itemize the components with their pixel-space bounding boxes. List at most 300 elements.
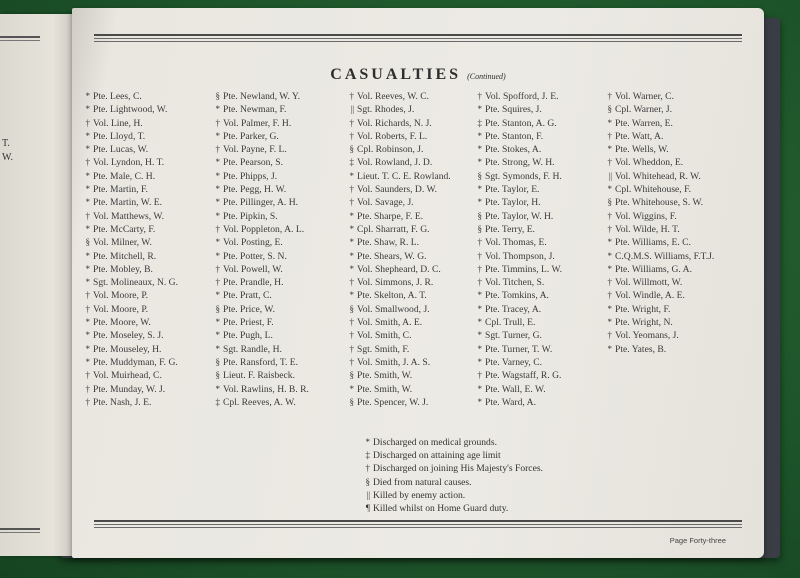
- status-symbol: §: [215, 370, 220, 381]
- status-symbol: *: [477, 317, 482, 328]
- casualty-name: Pte. Taylor, W. H.: [485, 210, 554, 222]
- casualty-entry: [342, 343, 451, 356]
- status-symbol: *: [477, 303, 482, 314]
- casualty-entry: [342, 276, 451, 289]
- casualty-entry: [208, 143, 309, 156]
- top-rule: [94, 34, 742, 42]
- casualty-entry: [600, 303, 714, 316]
- page-title: CASUALTIES: [330, 66, 462, 83]
- casualty-name: Pte. Phipps, J.: [223, 170, 278, 182]
- legend-symbol: ||: [366, 489, 370, 500]
- right-page: [72, 8, 764, 558]
- status-symbol: *: [215, 290, 220, 301]
- casualty-entry: [208, 130, 309, 143]
- casualty-entry: [342, 103, 451, 116]
- status-symbol: *: [215, 343, 220, 354]
- status-symbol: *: [477, 157, 482, 168]
- status-symbol: *: [85, 144, 90, 155]
- casualty-name: Sgt. Symonds, F. H.: [485, 170, 562, 182]
- casualty-entry: [208, 183, 309, 196]
- casualty-entry: [78, 183, 178, 196]
- casualty-entry: [208, 383, 309, 396]
- status-symbol: *: [477, 197, 482, 208]
- status-symbol: †: [85, 370, 90, 381]
- casualty-entry: [208, 103, 309, 116]
- casualty-name: Pte. Potter, S. N.: [223, 250, 287, 262]
- casualty-name: Pte. Martin, F.: [93, 184, 148, 196]
- status-symbol: †: [607, 290, 612, 301]
- casualty-name: Pte. Shaw, R. L.: [357, 237, 420, 249]
- casualty-name: Vol. Muirhead, C.: [93, 370, 162, 382]
- casualty-name: Vol. Spofford, J. E.: [485, 91, 559, 102]
- status-symbol: *: [477, 104, 482, 115]
- status-symbol: §: [349, 303, 354, 314]
- casualty-entry: [342, 223, 451, 236]
- casualty-entry: [600, 90, 714, 103]
- casualty-entry: [600, 223, 714, 236]
- status-symbol: †: [477, 370, 482, 381]
- casualty-name: Pte. Sharpe, F. E.: [357, 210, 424, 222]
- casualty-name: Pte. Shears, W. G.: [357, 250, 427, 262]
- status-symbol: §: [349, 396, 354, 407]
- casualty-name: Pte. McCarty, F.: [93, 223, 156, 235]
- casualty-name: Vol. Moore, P.: [93, 290, 148, 302]
- status-symbol: †: [607, 210, 612, 221]
- casualty-entry: [78, 196, 178, 209]
- casualty-entry: [600, 316, 714, 329]
- casualty-entry: [342, 396, 451, 409]
- casualty-column-5: [600, 90, 714, 356]
- casualty-name: Pte. Wells, W.: [615, 144, 669, 156]
- status-symbol: †: [215, 223, 220, 234]
- status-symbol: †: [85, 303, 90, 314]
- legend-symbol: ‡: [365, 450, 370, 461]
- status-symbol: *: [215, 383, 220, 394]
- casualty-entry: [208, 117, 309, 130]
- casualty-entry: [600, 289, 714, 302]
- casualty-entry: [78, 289, 178, 302]
- casualty-name: Pte. Wagstaff, R. G.: [485, 370, 562, 382]
- casualty-name: Pte. Squires, J.: [485, 104, 542, 116]
- casualty-entry: [600, 343, 714, 356]
- casualty-name: Pte. Pipkin, S.: [223, 210, 278, 222]
- continued-label: (Continued): [467, 72, 506, 81]
- legend-text: Discharged on attaining age limit: [373, 450, 501, 462]
- left-page-edge: [0, 14, 76, 556]
- casualty-name: Pte. Terry, E.: [485, 223, 535, 235]
- casualty-entry: [208, 90, 309, 103]
- casualty-name: Sgt. Randle, H.: [223, 343, 282, 355]
- casualty-name: Lieut. F. Raisbeck.: [223, 370, 295, 382]
- casualty-entry: [208, 356, 309, 369]
- casualty-name: Vol. Whitehead, R. W.: [615, 170, 701, 182]
- casualty-entry: [78, 263, 178, 276]
- status-symbol: *: [215, 170, 220, 181]
- casualty-entry: [342, 316, 451, 329]
- status-symbol: †: [477, 237, 482, 248]
- casualty-name: Sgt. Smith, F.: [357, 343, 410, 355]
- casualty-name: Cpl. Robinson, J.: [357, 144, 424, 156]
- casualty-name: Pte. Tomkins, A.: [485, 290, 549, 302]
- casualty-name: Vol. Roberts, F. L.: [357, 130, 428, 142]
- casualty-name: Pte. Wall, E. W.: [485, 383, 546, 395]
- casualty-entry: [342, 356, 451, 369]
- status-symbol: †: [85, 290, 90, 301]
- casualty-name: Pte. Taylor, E.: [485, 184, 540, 196]
- casualty-entry: [208, 210, 309, 223]
- symbol-legend: [360, 436, 543, 515]
- casualty-entry: [208, 263, 309, 276]
- casualty-name: Cpl. Warner, J.: [615, 104, 673, 116]
- casualty-entry: [342, 236, 451, 249]
- casualty-entry: [342, 289, 451, 302]
- casualty-entry: [78, 276, 178, 289]
- casualty-entry: [470, 276, 562, 289]
- left-page-rule: [0, 528, 40, 530]
- status-symbol: †: [349, 356, 354, 367]
- legend-symbol: ¶: [365, 503, 370, 514]
- legend-text: Killed by enemy action.: [373, 489, 466, 501]
- casualty-entry: [600, 263, 714, 276]
- status-symbol: †: [349, 130, 354, 141]
- status-symbol: *: [607, 263, 612, 274]
- status-symbol: †: [477, 263, 482, 274]
- status-symbol: *: [85, 130, 90, 141]
- casualty-entry: [208, 196, 309, 209]
- casualty-name: Pte. Stokes, A.: [485, 144, 542, 156]
- casualty-entry: [600, 170, 714, 183]
- status-symbol: †: [477, 277, 482, 288]
- casualty-name: Pte. Muddyman, F. G.: [93, 356, 178, 368]
- casualty-entry: [470, 130, 562, 143]
- casualty-entry: [470, 210, 562, 223]
- casualty-name: Vol. Savage, J.: [357, 197, 414, 209]
- left-page-fragment: T.: [2, 138, 10, 149]
- casualty-entry: [78, 250, 178, 263]
- casualty-name: Pte. Moseley, S. J.: [93, 330, 164, 342]
- casualty-entry: [342, 263, 451, 276]
- casualty-entry: [78, 156, 178, 169]
- casualty-name: Pte. Mobley, B.: [93, 263, 153, 275]
- casualty-name: Vol. Smith, J. A. S.: [357, 356, 431, 368]
- casualty-name: Pte. Smith, W.: [357, 370, 413, 382]
- casualty-name: Pte. Moore, W.: [93, 317, 151, 329]
- casualty-name: Vol. Wheddon, E.: [615, 157, 684, 169]
- status-symbol: *: [85, 356, 90, 367]
- casualty-name: Vol. Posting, E.: [223, 237, 283, 249]
- status-symbol: *: [215, 130, 220, 141]
- casualty-entry: [208, 276, 309, 289]
- casualty-entry: [470, 90, 562, 103]
- casualty-name: Vol. Matthews, W.: [93, 210, 164, 222]
- status-symbol: §: [477, 170, 482, 181]
- casualty-name: Vol. Line, H.: [93, 117, 143, 129]
- casualty-name: Pte. Parker, G.: [223, 130, 279, 142]
- casualty-entry: [470, 356, 562, 369]
- status-symbol: *: [215, 197, 220, 208]
- status-symbol: §: [477, 210, 482, 221]
- casualty-entry: [470, 183, 562, 196]
- casualty-name: Vol. Smith, C.: [357, 330, 412, 342]
- casualty-entry: [470, 103, 562, 116]
- casualty-name: Pte. Pearson, S.: [223, 157, 283, 169]
- status-symbol: †: [85, 117, 90, 128]
- casualty-name: Pte. Mouseley, H.: [93, 343, 162, 355]
- casualty-entry: [78, 103, 178, 116]
- casualty-name: Vol. Moore, P.: [93, 303, 148, 315]
- page-number: Page Forty-three: [669, 536, 726, 545]
- status-symbol: *: [477, 383, 482, 394]
- casualty-name: Pte. Wright, N.: [615, 317, 673, 329]
- casualty-name: Vol. Smith, A. E.: [357, 317, 423, 329]
- casualty-entry: [342, 383, 451, 396]
- status-symbol: *: [215, 104, 220, 115]
- casualty-name: Vol. Reeves, W. C.: [357, 91, 430, 102]
- casualty-name: Pte. Lloyd, T.: [93, 130, 146, 142]
- status-symbol: §: [607, 197, 612, 208]
- casualty-entry: [600, 183, 714, 196]
- casualty-entry: [470, 303, 562, 316]
- casualty-entry: [600, 210, 714, 223]
- page-header: [72, 66, 764, 84]
- casualty-name: Vol. Wiggins, F.: [615, 210, 677, 222]
- casualty-entry: [600, 276, 714, 289]
- status-symbol: †: [349, 343, 354, 354]
- casualty-name: Vol. Titchen, S.: [485, 277, 545, 289]
- casualty-name: Pte. Watt, A.: [615, 130, 664, 142]
- status-symbol: *: [477, 290, 482, 301]
- casualty-name: Vol. Saunders, D. W.: [357, 184, 438, 196]
- status-symbol: ‡: [477, 117, 482, 128]
- status-symbol: *: [607, 317, 612, 328]
- casualty-name: Vol. Warner, C.: [615, 91, 674, 102]
- status-symbol: *: [85, 223, 90, 234]
- casualty-entry: [78, 90, 178, 103]
- status-symbol: *: [607, 184, 612, 195]
- status-symbol: §: [349, 144, 354, 155]
- status-symbol: *: [215, 157, 220, 168]
- casualty-name: Pte. Ward, A.: [485, 396, 537, 408]
- status-symbol: †: [85, 210, 90, 221]
- status-symbol: *: [85, 197, 90, 208]
- status-symbol: †: [215, 117, 220, 128]
- legend-text: Discharged on medical grounds.: [373, 437, 497, 448]
- casualty-name: Vol. Thompson, J.: [485, 250, 555, 262]
- status-symbol: †: [349, 184, 354, 195]
- casualty-name: Cpl. Trull, E.: [485, 317, 536, 329]
- status-symbol: *: [349, 290, 354, 301]
- casualty-entry: [600, 156, 714, 169]
- casualty-entry: [78, 383, 178, 396]
- casualty-entry: [78, 343, 178, 356]
- casualty-name: Cpl. Whitehouse, F.: [615, 184, 692, 196]
- casualty-entry: [600, 103, 714, 116]
- casualty-entry: [600, 130, 714, 143]
- casualty-name: Vol. Simmons, J. R.: [357, 277, 434, 289]
- casualty-entry: [208, 316, 309, 329]
- casualty-entry: [78, 117, 178, 130]
- status-symbol: †: [607, 91, 612, 101]
- legend-symbol: †: [365, 463, 370, 474]
- status-symbol: *: [215, 330, 220, 341]
- casualty-entry: [600, 250, 714, 263]
- status-symbol: §: [477, 223, 482, 234]
- legend-text: Died from natural causes.: [373, 476, 472, 488]
- casualty-name: Vol. Thomas, E.: [485, 237, 547, 249]
- status-symbol: †: [607, 223, 612, 234]
- casualty-name: C.Q.M.S. Williams, F.T.J.: [615, 250, 715, 262]
- casualty-entry: [208, 223, 309, 236]
- casualty-entry: [342, 117, 451, 130]
- casualty-entry: [342, 250, 451, 263]
- casualty-entry: [208, 236, 309, 249]
- casualty-entry: [208, 343, 309, 356]
- casualty-name: Pte. Turner, T. W.: [485, 343, 553, 355]
- status-symbol: *: [215, 317, 220, 328]
- casualty-name: Vol. Willmott, W.: [615, 277, 683, 289]
- casualty-name: Vol. Payne, F. L.: [223, 144, 287, 156]
- status-symbol: *: [85, 343, 90, 354]
- casualty-entry: [470, 156, 562, 169]
- casualty-name: Pte. Pugh, L.: [223, 330, 273, 342]
- status-symbol: †: [215, 263, 220, 274]
- casualty-name: Pte. Lees, C.: [93, 91, 142, 102]
- casualty-entry: [470, 369, 562, 382]
- status-symbol: *: [477, 144, 482, 155]
- casualty-entry: [600, 329, 714, 342]
- casualty-entry: [600, 196, 714, 209]
- left-page-rule: [0, 532, 40, 533]
- casualty-entry: [208, 170, 309, 183]
- status-symbol: †: [349, 197, 354, 208]
- casualty-name: Pte. Skelton, A. T.: [357, 290, 427, 302]
- casualty-name: Vol. Wilde, H. T.: [615, 223, 680, 235]
- casualty-entry: [208, 250, 309, 263]
- casualty-entry: [470, 196, 562, 209]
- casualty-entry: [342, 210, 451, 223]
- status-symbol: *: [215, 250, 220, 261]
- left-page-rule: [0, 36, 40, 38]
- casualty-entry: [470, 329, 562, 342]
- casualty-entry: [208, 396, 309, 409]
- casualty-name: Vol. Lyndon, H. T.: [93, 157, 165, 169]
- casualty-name: Pte. Mitchell, R.: [93, 250, 157, 262]
- casualty-entry: [208, 289, 309, 302]
- casualty-name: Pte. Newman, F.: [223, 104, 287, 116]
- legend-text: Discharged on joining His Majesty's Forces.: [373, 463, 543, 475]
- casualty-entry: [78, 236, 178, 249]
- legend-entry: [360, 502, 543, 515]
- legend-symbol: *: [365, 437, 370, 447]
- casualty-entry: [208, 303, 309, 316]
- casualty-name: Pte. Warren, E.: [615, 117, 673, 129]
- casualty-name: Pte. Timmins, L. W.: [485, 263, 563, 275]
- status-symbol: *: [85, 184, 90, 195]
- casualty-name: Vol. Shepheard, D. C.: [357, 263, 441, 275]
- casualty-column-2: [208, 90, 309, 409]
- casualty-entry: [208, 329, 309, 342]
- status-symbol: †: [607, 157, 612, 168]
- status-symbol: †: [85, 383, 90, 394]
- casualty-name: Pte. Varney, C.: [485, 356, 543, 368]
- status-symbol: *: [349, 223, 354, 234]
- casualty-entry: [470, 263, 562, 276]
- status-symbol: *: [349, 210, 354, 221]
- status-symbol: *: [85, 104, 90, 115]
- status-symbol: †: [215, 277, 220, 288]
- status-symbol: †: [349, 317, 354, 328]
- casualty-name: Pte. Lightwood, W.: [93, 104, 168, 116]
- casualty-name: Pte. Prandle, H.: [223, 277, 284, 289]
- left-page-rule: [0, 40, 40, 41]
- casualty-name: Pte. Lucas, W.: [93, 144, 149, 156]
- casualty-entry: [470, 343, 562, 356]
- casualty-name: Pte. Strong, W. H.: [485, 157, 555, 169]
- casualty-column-1: [78, 90, 178, 409]
- casualty-name: Pte. Smith, W.: [357, 383, 413, 395]
- casualty-name: Pte. Wright, F.: [615, 303, 671, 315]
- status-symbol: *: [85, 250, 90, 261]
- casualty-entry: [470, 170, 562, 183]
- status-symbol: †: [607, 130, 612, 141]
- status-symbol: †: [607, 330, 612, 341]
- casualty-name: Pte. Yates, B.: [615, 343, 667, 355]
- status-symbol: *: [85, 263, 90, 274]
- status-symbol: §: [215, 356, 220, 367]
- legend-entry: [360, 476, 543, 489]
- casualty-name: Pte. Male, C. H.: [93, 170, 156, 182]
- status-symbol: *: [607, 250, 612, 261]
- casualty-name: Vol. Yeomans, J.: [615, 330, 679, 342]
- status-symbol: *: [349, 170, 354, 181]
- status-symbol: §: [215, 303, 220, 314]
- casualty-name: Pte. Stanton, F.: [485, 130, 544, 142]
- casualty-name: Pte. Pratt, C.: [223, 290, 272, 302]
- casualty-entry: [600, 143, 714, 156]
- status-symbol: ‡: [349, 157, 354, 168]
- status-symbol: *: [85, 91, 90, 101]
- status-symbol: †: [349, 117, 354, 128]
- casualty-name: Pte. Tracey, A.: [485, 303, 542, 315]
- casualty-name: Vol. Palmer, F. H.: [223, 117, 292, 129]
- status-symbol: *: [477, 130, 482, 141]
- casualty-column-3: [342, 90, 451, 409]
- status-symbol: †: [477, 91, 482, 101]
- status-symbol: †: [349, 91, 354, 101]
- status-symbol: †: [349, 277, 354, 288]
- legend-entry: [360, 462, 543, 475]
- casualty-name: Pte. Nash, J. E.: [93, 396, 152, 408]
- casualty-name: Sgt. Molineaux, N. G.: [93, 277, 179, 289]
- casualty-name: Sgt. Rhodes, J.: [357, 104, 415, 116]
- casualty-name: Lieut. T. C. E. Rowland.: [357, 170, 451, 182]
- casualty-entry: [78, 316, 178, 329]
- casualty-name: Vol. Windle, A. E.: [615, 290, 685, 302]
- casualty-entry: [342, 196, 451, 209]
- casualty-entry: [342, 183, 451, 196]
- casualty-name: Vol. Poppleton, A. L.: [223, 223, 305, 235]
- casualty-name: Pte. Pegg, H. W.: [223, 184, 287, 196]
- status-symbol: ||: [350, 104, 354, 115]
- casualty-entry: [78, 223, 178, 236]
- casualty-name: Vol. Richards, N. J.: [357, 117, 432, 129]
- casualty-name: Pte. Williams, G. A.: [615, 263, 692, 275]
- casualty-entry: [208, 156, 309, 169]
- status-symbol: *: [349, 263, 354, 274]
- casualty-entry: [78, 143, 178, 156]
- casualty-name: Vol. Powell, W.: [223, 263, 283, 275]
- status-symbol: *: [607, 343, 612, 354]
